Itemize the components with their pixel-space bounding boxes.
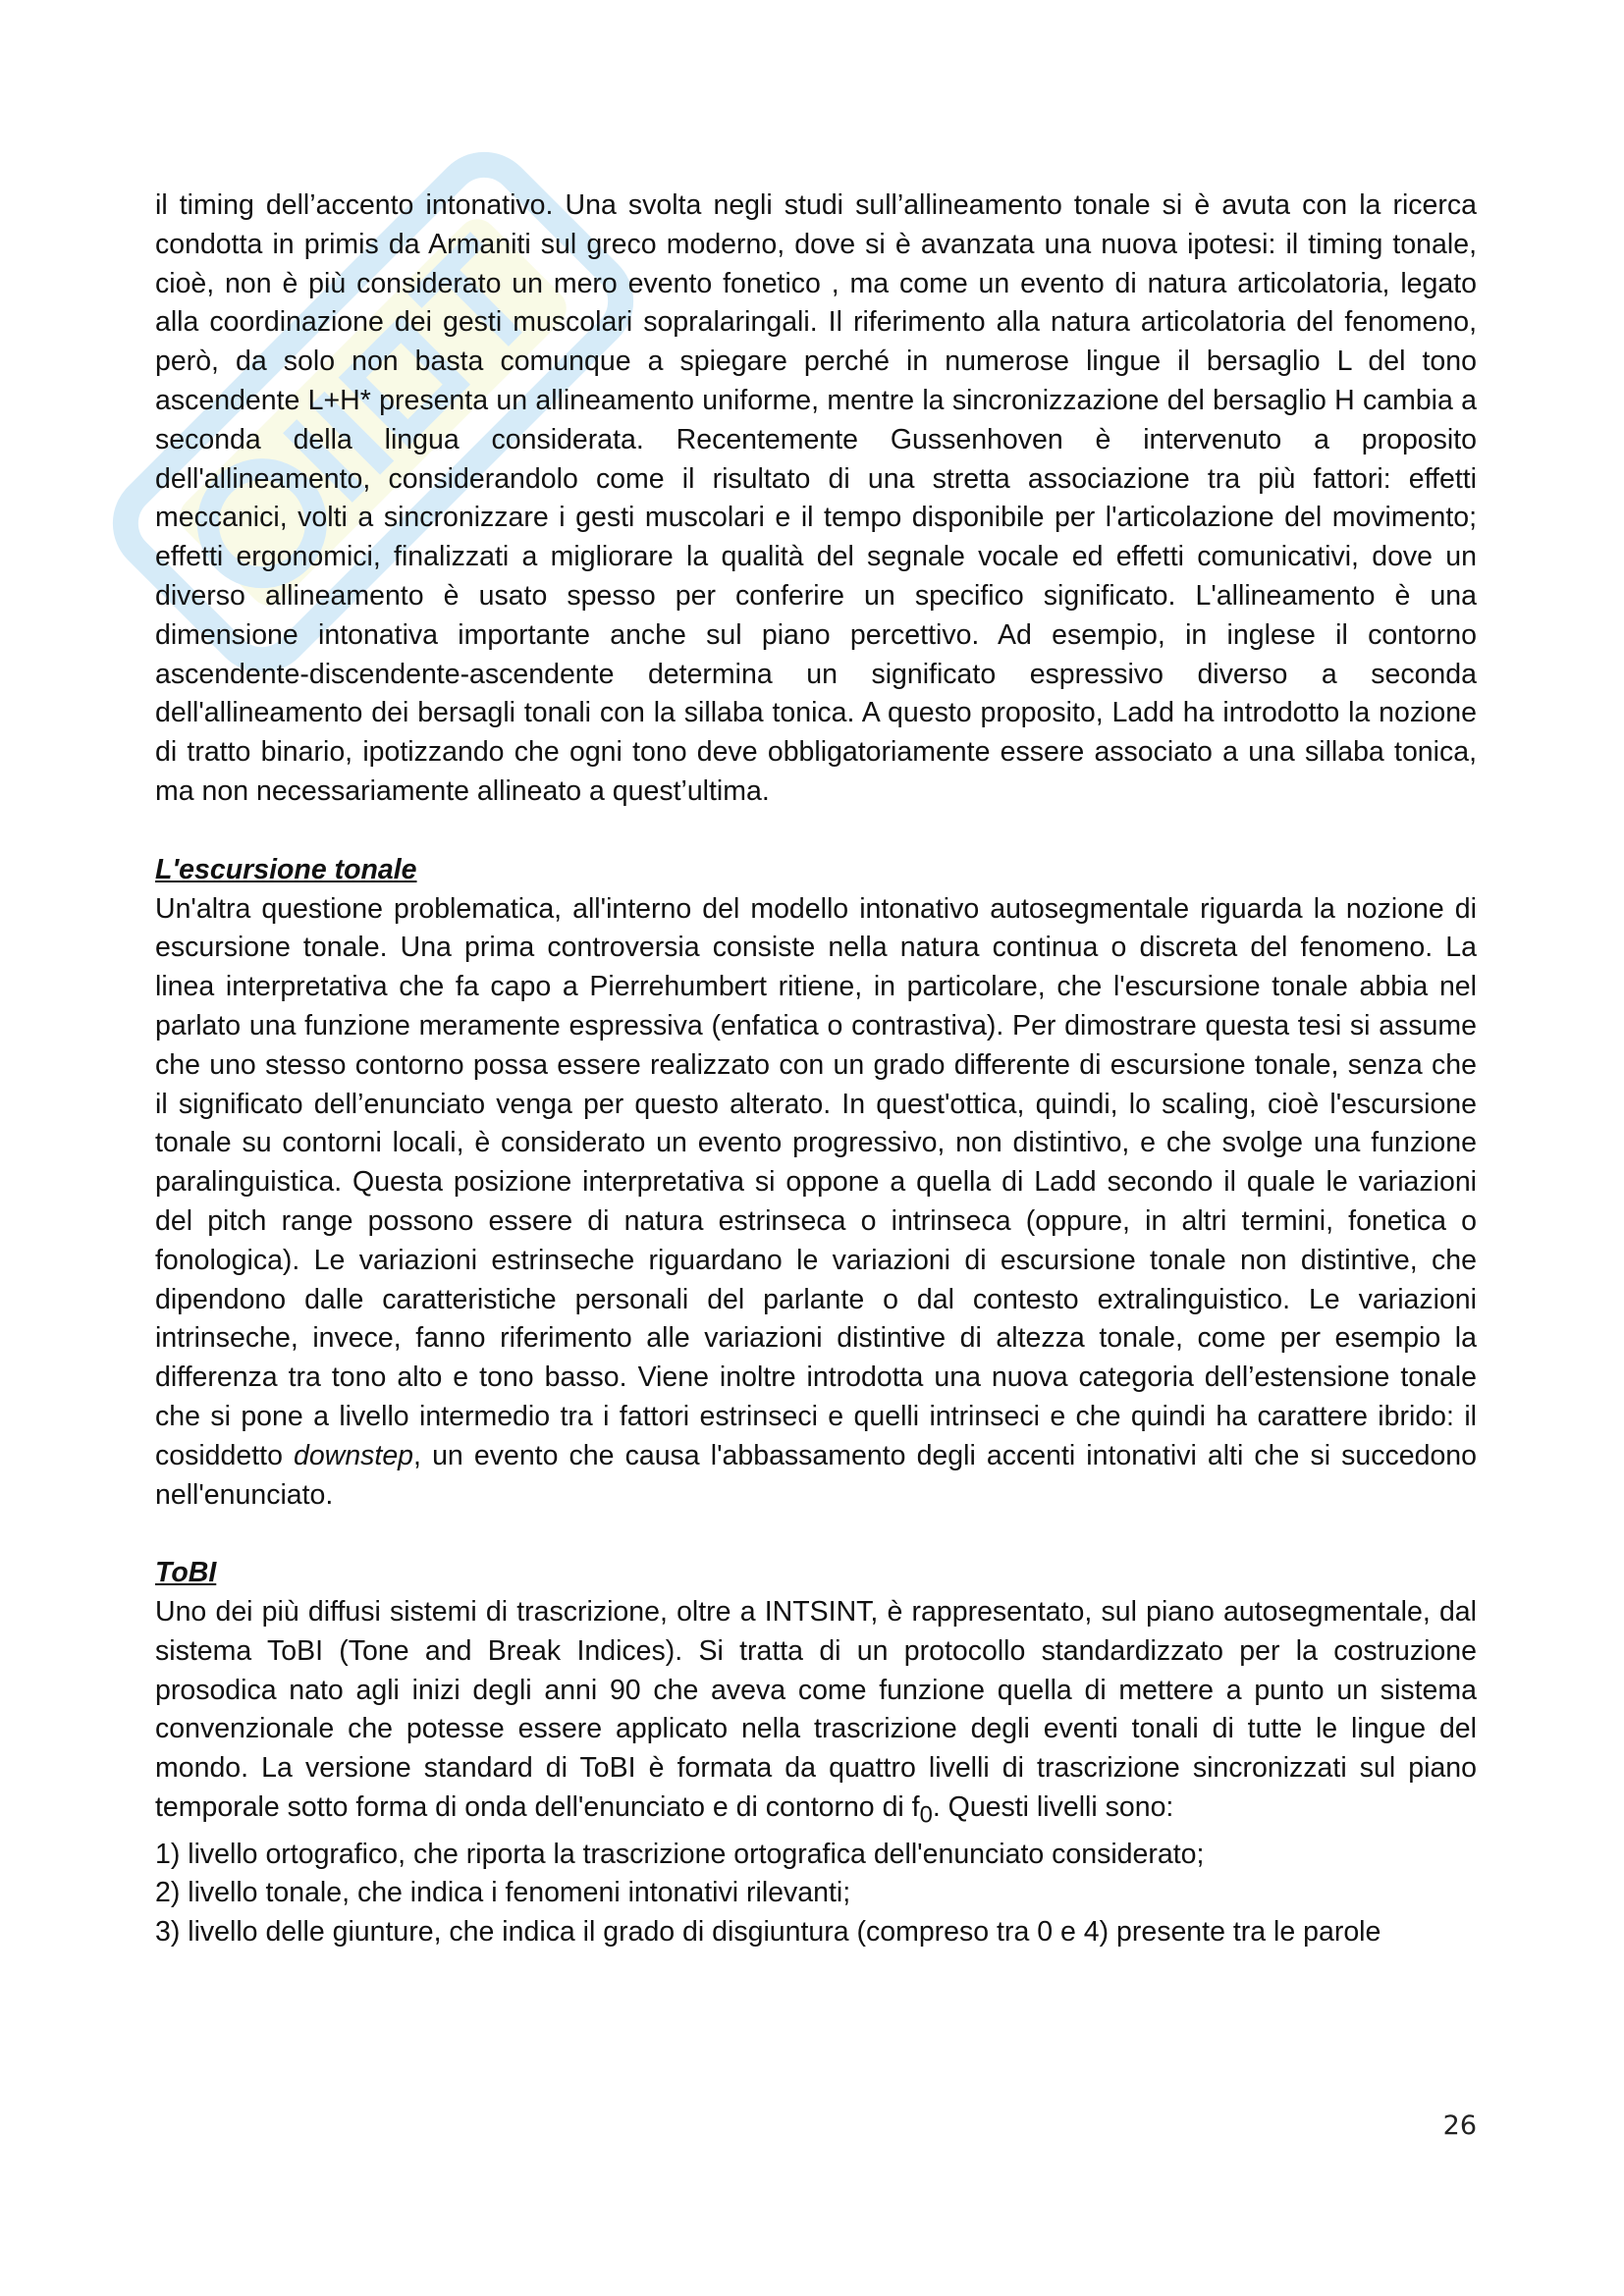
escursione-section: [155, 851, 1477, 1516]
list-item: 2) livello tonale, che indica i fenomeni intonativi rilevanti;: [155, 1877, 851, 1909]
page-number: 26: [1442, 2110, 1477, 2141]
escursione-paragraph: [155, 890, 1477, 1516]
tobi-levels-list: [155, 1836, 1477, 1952]
tobi-text-part-1: Uno dei più diffusi sistemi di trascrizione, oltre a INTSINT, è rappresentato, sul piano autosegmentale, dal sistema ToBI (Tone and Break Indices). Si tratta di un protocollo standardizzato per la costruzione prosodica nato agli inizi degli anni 90 che aveva come funzione quella di mettere a punto un sistema convenzionale che potesse essere applicato nella trascrizione degli eventi tonali di tutte le lingue del mondo. La versione standard di ToBI è formata da quattro livelli di trascrizione sincronizzati sul piano temporale sotto forma di onda dell'enunciato e di contorno di f: [155, 1596, 1477, 1824]
f0-subscript: 0: [919, 1801, 933, 1829]
escursione-title: L'escursione tonale: [155, 853, 417, 885]
tobi-title: ToBI: [155, 1557, 217, 1589]
list-item: 1) livello ortografico, che riporta la trascrizione ortografica dell'enunciato considerato;: [155, 1838, 1205, 1870]
downstep-term: downstep: [294, 1439, 414, 1471]
escursione-text-part-1: Un'altra questione problematica, all'interno del modello intonativo autosegmentale riguarda la nozione di escursione tonale. Una prima controversia consiste nella natura continua o discreta del fenomeno. La linea interpretativa che fa capo a Pierrehumbert ritiene, in particolare, che l'escursione tonale abbia nel parlato una funzione meramente espressiva (enfatica o contrastiva). Per dimostrare questa tesi si assume che uno stesso contorno possa essere realizzato con un grado differente di escursione tonale, senza che il significato dell’enunciato venga per questo alterato. In quest'ottica, quindi, lo scaling, cioè l'escursione tonale su contorni locali, è considerato un evento progressivo, non distintivo, e che svolge una funzione paralinguistica. Questa posizione interpretativa si oppone a quella di Ladd secondo il quale le variazioni del pitch range possono essere di natura estrinseca o intrinseca (oppure, in altri termini, fonetica o fonologica). Le variazioni estrinseche riguardano le variazioni di escursione tonale non distintive, che dipendono dalle caratteristiche personali del parlante o dal contesto extralinguistico. Le variazioni intrinseche, invece, fanno riferimento alle variazioni distintive di altezza tonale, come per esempio la differenza tra tono alto e tono basso. Viene inoltre introdotta una nuova categoria dell’estensione tonale che si pone a livello intermedio tra i fattori estrinseci e quelli intrinseci e che quindi ha carattere ibrido: il cosiddetto: [155, 892, 1477, 1471]
intro-paragraph: il timing dell’accento intonativo. Una svolta negli studi sull’allineamento tonale si è avuta con la ricerca condotta in primis da Armaniti sul greco moderno, dove si è avanzata una nuova ipotesi: il timing tonale, cioè, non è più considerato un mero evento fonetico , ma come un evento di natura articolatoria, legato alla coordinazione dei gesti muscolari sopralaringali. Il riferimento alla natura articolatoria del fenomeno, però, da solo non basta comunque a spiegare perché in numerose lingue il bersaglio L del tono ascendente L+H* presenta un allineamento uniforme, mentre la sincronizzazione del bersaglio H cambia a seconda della lingua considerata. Recentemente Gussenhoven è intervenuto a proposito dell'allineamento, considerandolo come il risultato di una stretta associazione tra più fattori: effetti meccanici, volti a sincronizzare i gesti muscolari e il tempo disponibile per l'articolazione del movimento; effetti ergonomici, finalizzati a migliorare la qualità del segnale vocale ed effetti comunicativi, dove un diverso allineamento è usato spesso per conferire un specifico significato. L'allineamento è una dimensione intonativa importante anche sul piano percettivo. Ad esempio, in inglese il contorno ascendente-discendente-ascendente determina un significato espressivo diverso a seconda dell'allineamento dei bersagli tonali con la sillaba tonica. A questo proposito, Ladd ha introdotto la nozione di tratto binario, ipotizzando che ogni tono deve obbligatoriamente essere associato a una sillaba tonica, ma non necessariamente allineato a quest’ultima.: [155, 189, 1477, 807]
tobi-text-part-2: . Questi livelli sono:: [932, 1791, 1174, 1824]
escursione-text-part-2: , un evento che causa l'abbassamento degli accenti intonativi alti che si succedono nell'enunciato.: [155, 1439, 1477, 1511]
document-page: [155, 187, 1477, 1952]
tobi-paragraph: [155, 1593, 1477, 1835]
list-item: 3) livello delle giunture, che indica il grado di disgiuntura (compreso tra 0 e 4) presente tra le parole: [155, 1916, 1381, 1949]
tobi-section: [155, 1554, 1477, 1952]
